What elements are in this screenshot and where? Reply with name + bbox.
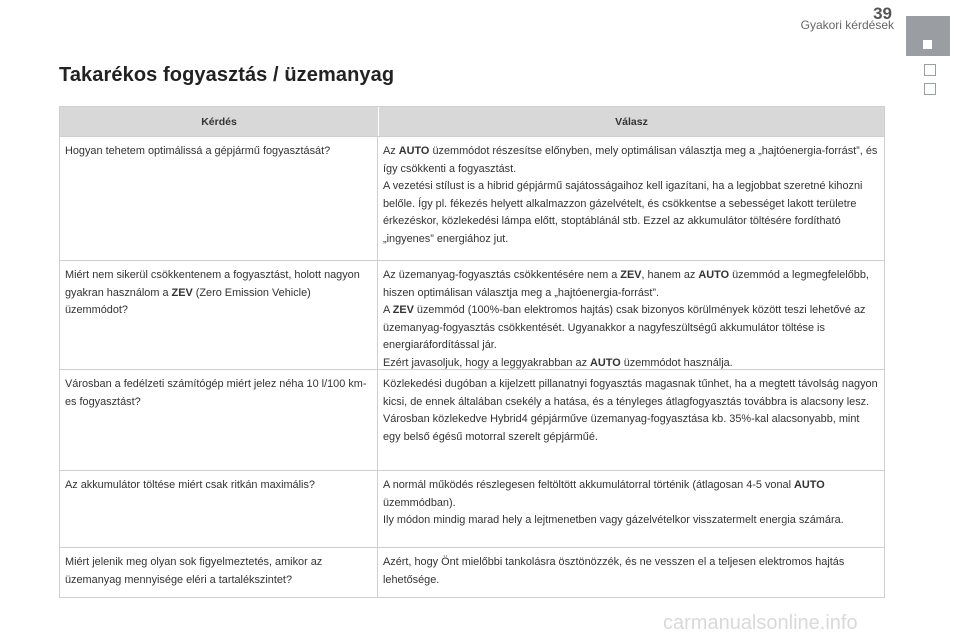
text-run: Az üzemanyag-fogyasztás csökkentésére nem a <box>383 269 621 281</box>
table-row <box>60 470 884 547</box>
mode-name: ZEV <box>171 286 193 299</box>
page-title: Takarékos fogyasztás / üzemanyag <box>59 64 395 86</box>
question-cell <box>60 370 378 470</box>
column-header-answer: Válasz <box>615 115 648 128</box>
answer-paragraph <box>383 477 878 512</box>
answer-paragraph <box>383 143 878 178</box>
table-row <box>60 369 884 470</box>
text-run: Városban közlekedve Hybrid4 gépjárműve üzemanyag-fogyasztása kb. 35%-kal alacsonyabb, mint egy belső égésű motorral szerelt gépjárműé. <box>383 413 860 443</box>
text-run: üzemmódot részesítse előnyben, mely optimálisan választja meg a „hajtóenergia-forrást”, és így csökkenti a fogyasztást. <box>383 145 878 175</box>
table-header <box>60 107 884 136</box>
text-run: Az akkumulátor töltése miért csak ritkán maximális? <box>65 479 315 491</box>
answer-paragraph <box>383 302 878 355</box>
text-run: Miért jelenik meg olyan sok figyelmeztetés, amikor az üzemanyag mennyisége eléri a tartalékszintet? <box>65 556 323 586</box>
answer-cell <box>378 548 884 597</box>
text-run: Hogyan tehetem optimálissá a gépjármű fogyasztását? <box>65 145 331 157</box>
chapter-marker-icon <box>924 64 936 76</box>
chapter-tab <box>906 16 950 56</box>
text-run: Miért nem sikerül csökkentenem a fogyasztást, holott nagyon gyakran használom a <box>65 269 360 299</box>
answer-cell <box>378 261 884 369</box>
question-cell <box>60 471 378 547</box>
answer-paragraph <box>383 267 878 302</box>
text-run: (Zero Emission Vehicle) üzemmódot? <box>65 286 311 317</box>
table-body <box>60 136 884 597</box>
column-header-question: Kérdés <box>60 107 379 136</box>
table-row <box>60 547 884 597</box>
text-run: A <box>383 304 393 317</box>
question-cell <box>60 137 378 260</box>
text-run: Városban a fedélzeti számítógép miért jelez néha 10 l/100 km-es fogyasztást? <box>65 378 367 408</box>
answer-paragraph <box>383 512 878 530</box>
text-run: Azért, hogy Önt mielőbbi tankolásra ösztönözzék, és ne vesszen el a teljesen elektromos hajtás lehetősége. <box>383 556 845 586</box>
text-run: üzemmód a legmegfelelőbb, hiszen optimálisan választja meg a „hajtóenergia-forrást”. <box>383 269 869 299</box>
text-run: Ily módon mindig marad hely a lejtmenetben vagy gázelvételkor visszatermelt energia számára. <box>383 514 844 527</box>
mode-name: AUTO <box>590 356 621 369</box>
mode-name: AUTO <box>794 479 825 491</box>
text-run: üzemmódot használja. <box>620 356 733 369</box>
tab-marker-icon <box>923 40 932 49</box>
mode-name: ZEV <box>620 269 642 281</box>
table-row <box>60 260 884 369</box>
text-run: Az <box>383 145 399 157</box>
answer-cell <box>378 370 884 470</box>
mode-name: AUTO <box>698 269 730 281</box>
watermark: carmanualsonline.info <box>663 612 858 634</box>
table-row <box>60 136 884 260</box>
question-cell <box>60 261 378 369</box>
page-number: 39 <box>873 4 892 23</box>
section-label: Gyakori kérdések <box>800 18 894 32</box>
chapter-marker-icon <box>924 83 936 95</box>
text-run: , hanem az <box>641 269 699 281</box>
text-run: üzemmód (100%-ban elektromos hajtás) csak bizonyos körülmények között teszi lehetővé az üzemanyag-fogyasztás csökkentését. Ugyanakkor a nagyfeszültségű akkumulátor töltése is energiaráfordítással jár. <box>383 304 866 352</box>
text-run: Közlekedési dugóban a kijelzett pillanatnyi fogyasztás magasnak tűnhet, ha a megtett távolság nagyon kicsi, de ennek általában csekély a hatása, és a tényleges átlagfogyasztás továbbra is alacsony lesz. <box>383 378 878 408</box>
faq-table <box>59 106 885 598</box>
text-run: üzemmódban). <box>383 496 456 509</box>
text-run: A normál működés részlegesen feltöltött akkumulátorral történik (átlagosan 4-5 vonal <box>383 479 795 491</box>
mode-name: ZEV <box>392 304 414 317</box>
question-cell <box>60 548 378 597</box>
answer-paragraph <box>383 178 878 248</box>
answer-cell <box>378 471 884 547</box>
answer-cell <box>378 137 884 260</box>
mode-name: AUTO <box>398 145 430 157</box>
text-run: Ezért javasoljuk, hogy a leggyakrabban az <box>383 356 591 369</box>
answer-paragraph <box>383 411 878 446</box>
answer-paragraph <box>383 376 878 411</box>
text-run: A vezetési stílust is a hibrid gépjármű sajátosságaihoz kell igazítani, ha a legjobbat szeretné kihozni belőle. Így pl. fékezés helyett alkalmazzon gázelvételt, és csökkentse a sebességet lakott területre érkezéskor, közlekedési lámpa előtt, stoptáblánál stb. Ezzel az akkumulátor töltésére fordítható „ingyenes” energiához jut. <box>383 180 863 245</box>
answer-paragraph <box>383 554 878 589</box>
